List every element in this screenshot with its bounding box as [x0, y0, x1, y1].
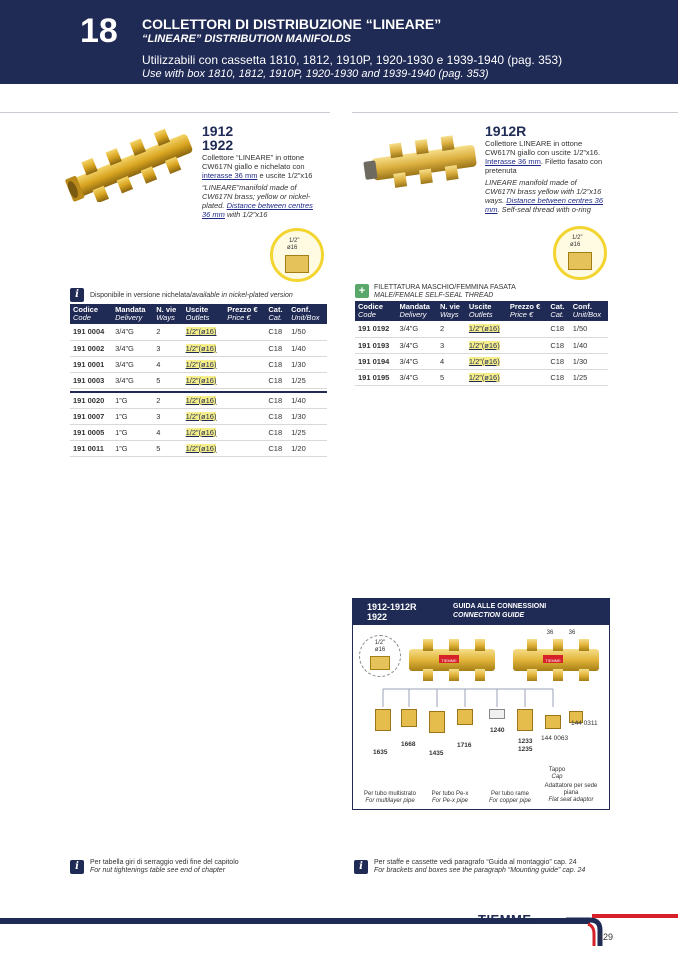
table-header-row: [355, 301, 608, 321]
product-code-1922: 1922: [202, 137, 234, 153]
guide-cap-label: Tappo Cap: [548, 767, 566, 780]
subtitle-en: Use with box 1810, 1812, 1910P, 1920-1930 and 1939-1940 (pag. 353): [142, 68, 489, 80]
connection-guide: [352, 598, 610, 810]
col-price: Prezzo € Price €: [224, 304, 265, 324]
fitting-1240-image: [489, 709, 505, 719]
table-header-row: [70, 304, 327, 324]
divider-right: [352, 112, 678, 113]
guide-title-it: GUIDA ALLE CONNESSIONI: [453, 603, 547, 610]
guide-dim-2: 36: [568, 630, 576, 636]
table-row: 191 0005 1”G 4 1/2”(ø16) C18 1/25: [70, 424, 327, 440]
product-table-right: [355, 301, 608, 386]
table-row: 191 0195 3/4”G 5 1/2”(ø16) C18 1/25: [355, 369, 608, 385]
guide-brand-mark-1: TIEMME: [441, 658, 457, 663]
nickel-note: Disponibile in versione nichelata/available in nickel-plated version: [90, 292, 293, 299]
product-desc-right: Collettore LINEARE in ottone CW617N giallo con uscite 1/2”x16. Interasse 36 mm. Filetto fasato con pretenuta LINEARE manifold made of CW617N brass yellow with 1/2”x16 ways. Distance between centres 36 mm. Self-seal thread with o-ring: [485, 139, 603, 214]
table-row: 191 0020 1”G 2 1/2”(ø16) C18 1/40: [70, 392, 327, 408]
table-row: 191 0193 3/4”G 3 1/2”(ø16) C18 1/40: [355, 337, 608, 353]
title-it: COLLETTORI DI DISTRIBUZIONE “LINEARE”: [142, 16, 442, 32]
info-icon: i: [70, 288, 84, 302]
fitting-1435-image: [429, 711, 445, 733]
guide-title-en: CONNECTION GUIDE: [453, 612, 525, 619]
col-outlets: Uscite Outlets: [466, 301, 507, 321]
table-row: 191 0192 3/4”G 2 1/2”(ø16) C18 1/50: [355, 321, 608, 337]
col-cat: Cat. Cat.: [547, 301, 569, 321]
col-ways: N. vie Ways: [153, 304, 182, 324]
guide-code-144-0311: 144 0311: [571, 720, 598, 727]
guide-manifolds-image: [405, 635, 609, 683]
guide-header: [353, 599, 609, 625]
guide-zoom-circle: 1/2" ø16: [359, 635, 401, 677]
info-icon: i: [70, 860, 84, 874]
page-number: 329: [598, 932, 614, 942]
thread-icon: +: [355, 284, 369, 298]
page-header: [0, 0, 678, 84]
guide-multilayer-label: Per tubo multistrato For multilayer pipe: [363, 791, 417, 804]
product-table-left: [70, 304, 327, 457]
info-icon: i: [354, 860, 368, 874]
col-code: Codice Code: [70, 304, 112, 324]
col-outlets: Uscite Outlets: [183, 304, 225, 324]
manifold-1912r-image: [362, 130, 480, 196]
table-row: 191 0002 3/4”G 3 1/2”(ø16) C18 1/40: [70, 340, 327, 356]
footer-swoosh-icon: [566, 912, 678, 948]
table-row: 191 0001 3/4”G 4 1/2”(ø16) C18 1/30: [70, 356, 327, 372]
table-row: 191 0194 3/4”G 4 1/2”(ø16) C18 1/30: [355, 353, 608, 369]
fitting-1635-image: [375, 709, 391, 731]
product-desc-left: Collettore “LINEARE” in ottone CW617N giallo e nichelato con interasse 36 mm e uscite 1/2”x16 “LINEARE”manifold made of CW617N brass; yellow or nickel-plated. Distance between centres 36 mm with 1/2”x16: [202, 153, 313, 219]
guide-code-1235: 1235: [518, 746, 533, 753]
fitting-1233-image: [517, 709, 533, 731]
manifold-1912-image: [62, 118, 198, 202]
guide-code-1240: 1240: [490, 727, 505, 734]
subtitle-it: Utilizzabili con cassetta 1810, 1812, 1910P, 1920-1930 e 1939-1940 (pag. 353): [142, 53, 563, 67]
guide-code-144-0063: 144 0063: [541, 735, 569, 742]
table-row: 191 0011 1”G 5 1/2”(ø16) C18 1/20: [70, 440, 327, 456]
product-code-1912: 1912: [202, 123, 234, 139]
fitting-1668-image: [401, 709, 417, 727]
guide-adapter-label: Adattatore per sede piana Flat seat adaptor: [544, 783, 598, 803]
guide-code-1435: 1435: [429, 750, 444, 757]
guide-codes-line2: 1922: [367, 612, 388, 622]
title-en: “LINEARE” DISTRIBUTION MANIFOLDS: [142, 33, 351, 45]
divider-left: [0, 112, 330, 113]
guide-dim-1: 36: [546, 630, 554, 636]
guide-codes-line1: 1912-1912R: [367, 602, 417, 612]
col-code: Codice Code: [355, 301, 396, 321]
guide-code-1668: 1668: [401, 741, 416, 748]
guide-code-1635: 1635: [373, 749, 388, 756]
table-row: 191 0007 1”G 3 1/2”(ø16) C18 1/30: [70, 408, 327, 424]
tightening-note: Per tabella giri di serraggio vedi fine del capitolo For nut tightenings table see end of chapter: [90, 859, 239, 874]
thread-note: FILETTATURA MASCHIO/FEMMINA FASATA MALE/FEMALE SELF-SEAL THREAD: [374, 284, 516, 299]
chapter-number: 18: [80, 12, 118, 50]
thread-badge-right: 1/2" ø16: [553, 226, 607, 280]
guide-brand-mark-2: TIEMME: [545, 658, 561, 663]
brackets-note: Per staffe e cassette vedi paragrafo “Guida al montaggio” cap. 24 For brackets and boxes see the paragraph “Mounting guide” cap. 24: [374, 859, 586, 874]
thread-badge-left: 1/2" ø16: [270, 228, 324, 282]
col-delivery: Mandata Delivery: [396, 301, 436, 321]
col-unit: Conf. Unit/Box: [288, 304, 327, 324]
table-row: 191 0003 3/4”G 5 1/2”(ø16) C18 1/25: [70, 372, 327, 388]
guide-code-1716: 1716: [457, 742, 472, 749]
col-ways: N. vie Ways: [437, 301, 466, 321]
col-unit: Conf. Unit/Box: [570, 301, 608, 321]
footer-brand-logo: TIEMME: [478, 912, 532, 927]
guide-copper-label: Per tubo rame For copper pipe: [488, 791, 532, 804]
fitting-1716-image: [457, 709, 473, 725]
col-price: Prezzo € Price €: [507, 301, 548, 321]
col-delivery: Mandata Delivery: [112, 304, 153, 324]
col-cat: Cat. Cat.: [265, 304, 288, 324]
guide-code-1233: 1233: [518, 738, 533, 745]
table-row: 191 0004 3/4”G 2 1/2”(ø16) C18 1/50: [70, 324, 327, 340]
guide-connector-lines: [353, 685, 609, 713]
product-code-1912r: 1912R: [485, 123, 527, 139]
guide-pex-label: Per tubo Pe-x For Pe-x pipe: [431, 791, 469, 804]
fitting-144-0063-image: [545, 715, 561, 729]
